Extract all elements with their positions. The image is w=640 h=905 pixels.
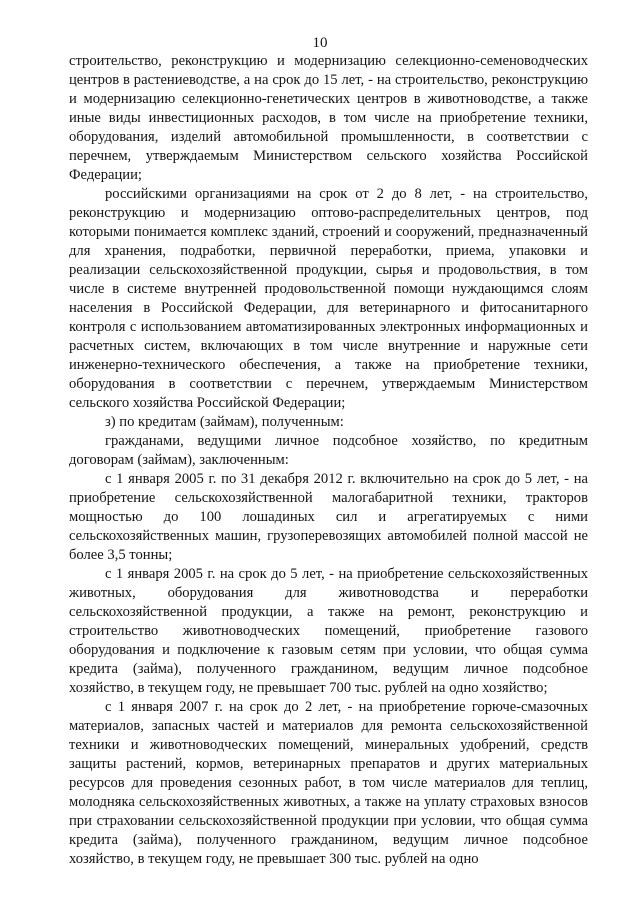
paragraph: з) по кредитам (займам), полученным:	[105, 414, 344, 430]
paragraph: с 1 января 2007 г. на срок до 2 лет, - на приобретение горюче-смазочных материалов, запасных частей и материалов для ремонта сельскохозяйственной техники и животноводческих помещений, минеральных удобрений, средств защиты растений, кормов, ветеринарных препаратов и других материальных ресурсов для проведения сезонных работ, в том числе материалов для теплиц, молодняка сельскохозяйственных животных, а также на уплату страховых взносов при страховании сельскохозяйственной продукции при условии, что общая сумма кредита (займа), полученного гражданином, ведущим личное подсобное хозяйство, в текущем году, не превышает 300 тыс. рублей на одно	[69, 699, 588, 867]
page-number: 10	[312, 35, 328, 51]
document-body	[69, 52, 588, 869]
paragraph: с 1 января 2005 г. на срок до 5 лет, - на приобретение сельскохозяйственных животных, оборудования для животноводства и переработки сельскохозяйственной продукции, а также на ремонт, реконструкцию и строительство животноводческих помещений, приобретение газового оборудования и подключение к газовым сетям при условии, что общая сумма кредита (займа), полученного гражданином, ведущим личное подсобное хозяйство, в текущем году, не превышает 700 тыс. рублей на одно хозяйство;	[69, 566, 588, 696]
paragraph: российскими организациями на срок от 2 до 8 лет, - на строительство, реконструкцию и модернизацию оптово-распределительных центров, под которыми понимается комплекс зданий, строений и сооружений, предназначенный для хранения, подработки, первичной переработки, приема, упаковки и реализации сельскохозяйственной продукции, сырья и продовольствия, в том числе в системе внутренней продовольственной помощи нуждающимся слоям населения в Российской Федерации, для ветеринарного и фитосанитарного контроля с использованием автоматизированных электронных информационных и расчетных систем, включающих в том числе внутренние и наружные сети инженерно-технического обеспечения, а также на приобретение техники, оборудования в соответствии с перечнем, утверждаемым Министерством сельского хозяйства Российской Федерации;	[69, 186, 588, 411]
paragraph: строительство, реконструкцию и модернизацию селекционно-семеноводческих центров в растениеводстве, а на срок до 15 лет, - на строительство, реконструкцию и модернизацию селекционно-генетических центров в животноводстве, а также иные виды инвестиционных расходов, в том числе на приобретение техники, оборудования, изделий автомобильной промышленности, в соответствии с перечнем, утверждаемым Министерством сельского хозяйства Российской Федерации;	[69, 53, 588, 183]
paragraph: гражданами, ведущими личное подсобное хозяйство, по кредитным договорам (займам), заключенным:	[69, 433, 588, 468]
paragraph: с 1 января 2005 г. по 31 декабря 2012 г. включительно на срок до 5 лет, - на приобретение сельскохозяйственной малогабаритной техники, тракторов мощностью до 100 лошадиных сил и агрегатируемых с ними сельскохозяйственных машин, грузоперевозящих автомобилей полной массой не более 3,5 тонны;	[69, 471, 588, 563]
